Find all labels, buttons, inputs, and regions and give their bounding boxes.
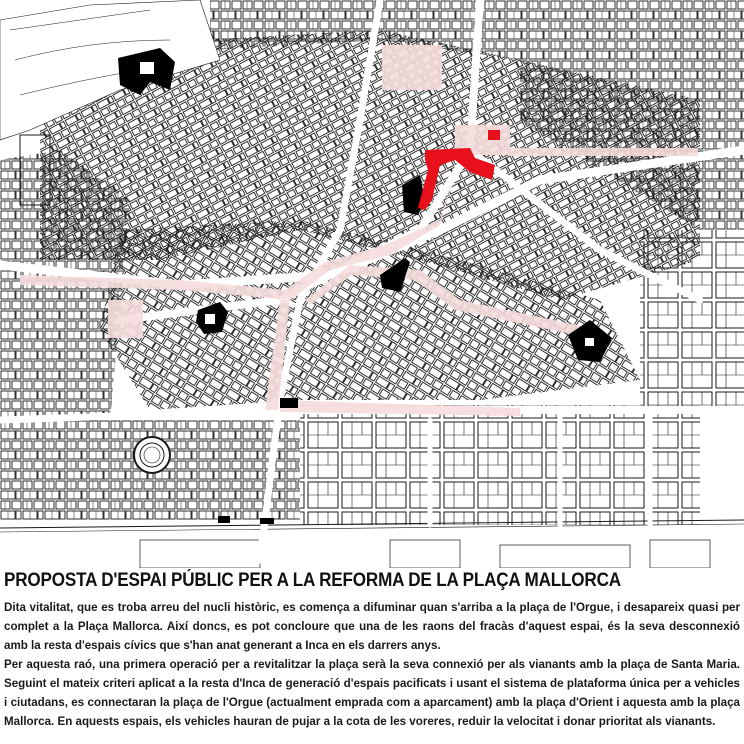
bullring — [134, 437, 170, 473]
east-grid — [640, 230, 744, 410]
description-panel — [4, 570, 740, 731]
paragraph-1: Dita vitalitat, que es troba arreu del nucli històric, es comença a difuminar quan s'arriba a la plaça de l'Orgue, i desapareix quasi per complet a la Plaça Mallorca. Així doncs, es pot concloure que una de les raons del fracàs d'aquest espai, és la seva desconnexió amb la resta d'espais cívics que s'han anat generant a Inca en els darrers anys. — [4, 601, 740, 652]
grid-district — [300, 405, 700, 525]
page-title: PROPOSTA D'ESPAI PÚBLIC PER A LA REFORMA DE LA PLAÇA MALLORCA — [4, 570, 621, 591]
paragraph-2: Per aquesta raó, una primera operació per a revitalitzar la plaça serà la seva connexió per als vianants amb la plaça de Santa Maria. Seguint el mateix criteri aplicat a la resta d'Inca de generació d'espais pacificats i usant el sistema de plataforma única per a vehicles i ciutadans, es connectaran la plaça de l'Orgue (actualment emprada com a aparcament) amb la plaça d'Orient i aquesta amb la plaça Mallorca. En aquests espais, els vehicles hauran de pujar a la cota de les voreres, reduir la velocitat i donar prioritat als vianants. — [4, 658, 740, 728]
